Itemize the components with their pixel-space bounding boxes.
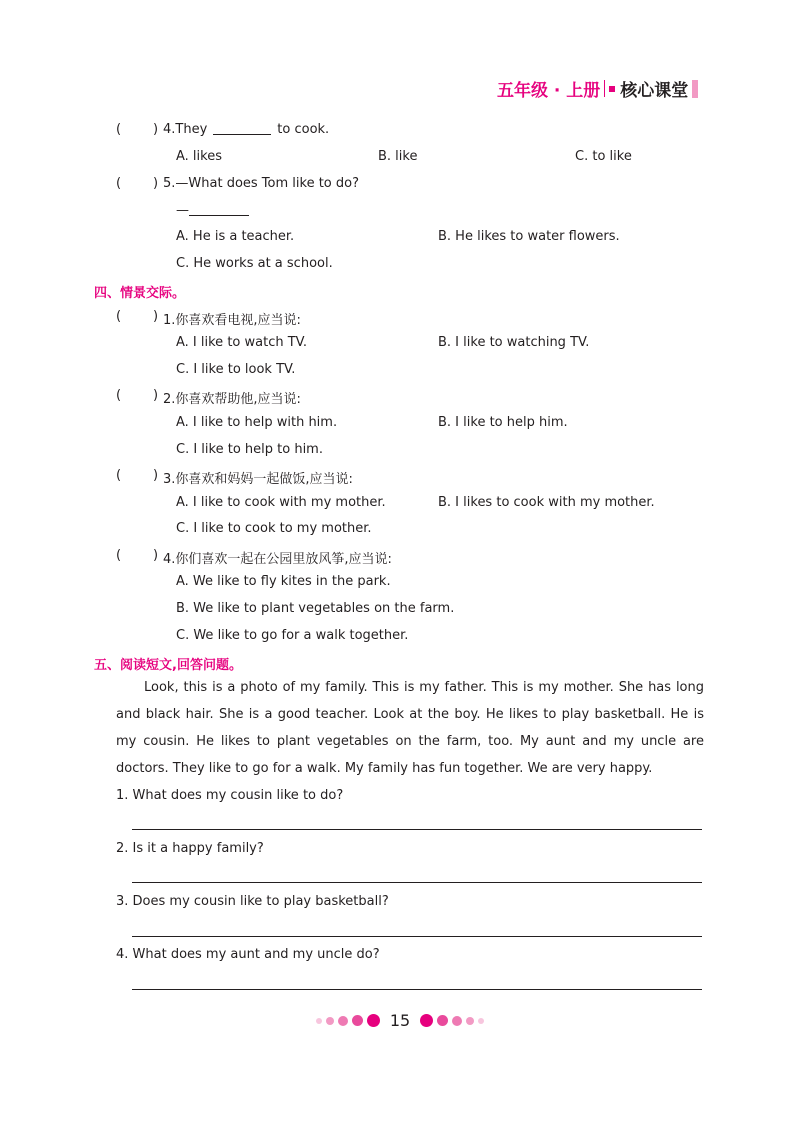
answer-paren-open[interactable]: ( xyxy=(116,176,122,191)
option-a[interactable]: A. I like to help with him. xyxy=(176,415,338,430)
dot-icon xyxy=(437,1015,448,1026)
question-stem xyxy=(163,388,301,407)
stem-before: They xyxy=(175,122,208,137)
reading-passage: Look, this is a photo of my family. This is my father. This is my mother. She has long and black hair. She is a good teacher. Look at the boy. He likes to play basketball. He is my cousin. He likes to plant vegetables on the farm, too. My aunt and my uncle are doctors. They like to go for a walk. My family has fun together. We are very happy. xyxy=(116,680,704,776)
option-c[interactable]: C. He works at a school. xyxy=(176,256,333,271)
question-stem xyxy=(163,176,359,191)
grade-label: 五年级 · 上册 xyxy=(497,81,601,101)
question-number: 2. xyxy=(163,392,176,407)
option-a[interactable]: A. We like to fly kites in the park. xyxy=(176,574,391,589)
dialog-answer xyxy=(176,203,249,218)
answer-paren-close: ) xyxy=(153,468,159,483)
fill-blank[interactable] xyxy=(189,215,249,216)
reading-question: 3. Does my cousin like to play basketball? xyxy=(116,894,389,909)
option-a[interactable]: A. I like to cook with my mother. xyxy=(176,495,386,510)
question-stem xyxy=(163,309,301,328)
header-title: 核心课堂 xyxy=(620,81,689,101)
question-stem xyxy=(163,548,392,567)
option-a[interactable]: A. likes xyxy=(176,149,222,164)
option-b[interactable]: B. He likes to water flowers. xyxy=(438,229,620,244)
section-title: 五、阅读短文,回答问题。 xyxy=(94,658,242,673)
answer-paren-open[interactable]: ( xyxy=(116,548,122,563)
question-stem xyxy=(163,122,329,137)
stem-text: 你喜欢帮助他,应当说: xyxy=(175,392,301,407)
option-b[interactable]: B. I like to watching TV. xyxy=(438,335,590,350)
fill-blank[interactable] xyxy=(213,134,271,135)
option-c[interactable]: C. I like to look TV. xyxy=(176,362,296,377)
reading-question: 1. What does my cousin like to do? xyxy=(116,788,344,803)
option-c[interactable]: C. to like xyxy=(575,149,632,164)
option-b[interactable]: B. like xyxy=(378,149,418,164)
dot-icon xyxy=(352,1015,363,1026)
reading-question: 4. What does my aunt and my uncle do? xyxy=(116,947,380,962)
answer-line[interactable] xyxy=(132,829,702,830)
answer-paren-open[interactable]: ( xyxy=(116,388,122,403)
dot-icon xyxy=(452,1016,462,1026)
dash: — xyxy=(176,203,189,218)
answer-paren-close: ) xyxy=(153,548,159,563)
option-c[interactable]: C. I like to help to him. xyxy=(176,442,323,457)
question-number: 5. xyxy=(163,176,176,191)
header-bar-icon xyxy=(692,80,698,98)
option-c[interactable]: C. I like to cook to my mother. xyxy=(176,521,372,536)
dot-icon xyxy=(338,1016,348,1026)
question-number: 3. xyxy=(163,472,176,487)
question-number: 4. xyxy=(163,552,176,567)
option-b[interactable]: B. I like to help him. xyxy=(438,415,568,430)
stem-text: 你喜欢看电视,应当说: xyxy=(175,313,301,328)
stem-text: —What does Tom like to do? xyxy=(175,176,359,191)
answer-paren-open[interactable]: ( xyxy=(116,468,122,483)
answer-line[interactable] xyxy=(132,989,702,990)
header-divider xyxy=(604,80,605,97)
question-stem xyxy=(163,468,353,487)
dot-icon xyxy=(367,1014,380,1027)
page-header xyxy=(497,76,698,101)
option-b[interactable]: B. I likes to cook with my mother. xyxy=(438,495,655,510)
answer-line[interactable] xyxy=(132,936,702,937)
page-footer xyxy=(0,1011,800,1030)
dot-icon xyxy=(478,1018,484,1024)
answer-paren-close: ) xyxy=(153,176,159,191)
answer-paren-open[interactable]: ( xyxy=(116,122,122,137)
page-number: 15 xyxy=(389,1011,411,1030)
stem-text: 你喜欢和妈妈一起做饭,应当说: xyxy=(175,472,353,487)
answer-paren-close: ) xyxy=(153,122,159,137)
answer-paren-close: ) xyxy=(153,388,159,403)
option-a[interactable]: A. I like to watch TV. xyxy=(176,335,308,350)
option-b[interactable]: B. We like to plant vegetables on the farm. xyxy=(176,601,455,616)
stem-text: 你们喜欢一起在公园里放风筝,应当说: xyxy=(175,552,392,567)
section-title: 四、情景交际。 xyxy=(94,286,186,301)
header-square-icon xyxy=(609,86,615,92)
answer-paren-open[interactable]: ( xyxy=(116,309,122,324)
question-number: 4. xyxy=(163,122,176,137)
answer-paren-close: ) xyxy=(153,309,159,324)
option-c[interactable]: C. We like to go for a walk together. xyxy=(176,628,409,643)
question-number: 1. xyxy=(163,313,176,328)
option-a[interactable]: A. He is a teacher. xyxy=(176,229,295,244)
stem-after: to cook. xyxy=(277,122,330,137)
answer-line[interactable] xyxy=(132,882,702,883)
dot-icon xyxy=(466,1017,474,1025)
reading-question: 2. Is it a happy family? xyxy=(116,841,264,856)
dot-icon xyxy=(420,1014,433,1027)
dot-icon xyxy=(316,1018,322,1024)
dot-icon xyxy=(326,1017,334,1025)
